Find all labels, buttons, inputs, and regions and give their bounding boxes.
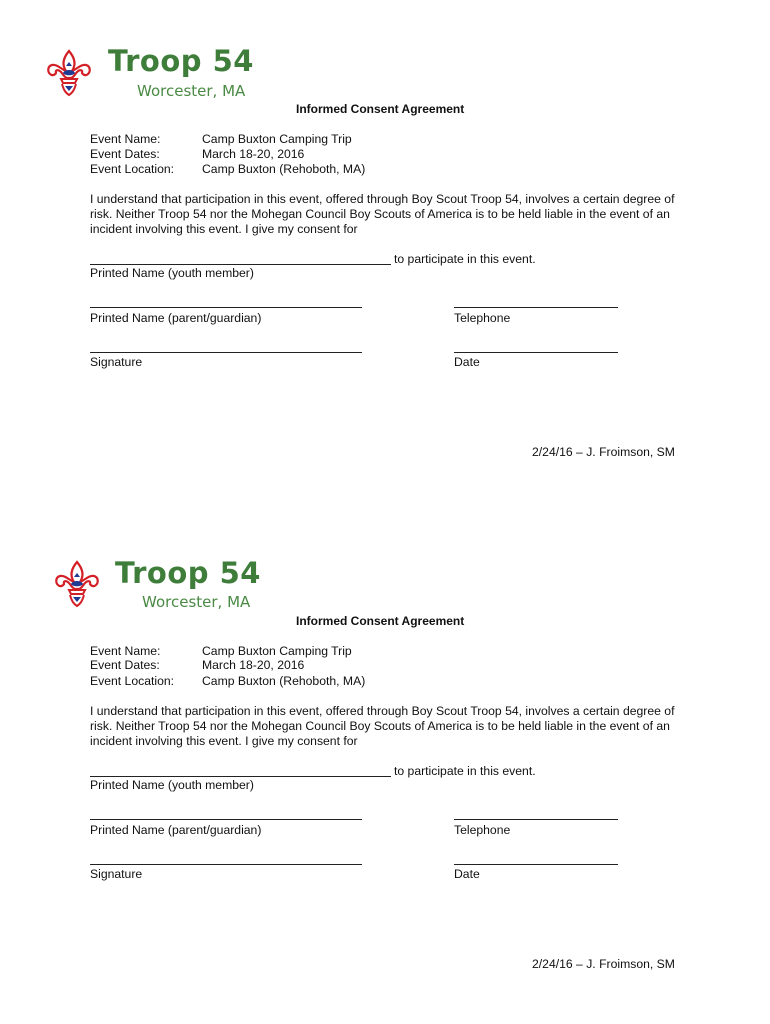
consent-paragraph: I understand that participation in this event, offered through Boy Scout Troop 54, involves a certain degree of risk. Neither Troop 54 nor the Mohegan Council Boy Scouts of America is to be held liable in the event of an incident involving this event. I give my consent for bbox=[90, 704, 675, 748]
footer-note: 2/24/16 – J. Froimson, SM bbox=[532, 957, 675, 971]
troop-logo-title: Troop 54 bbox=[115, 556, 261, 590]
event-name-label: Event Name: bbox=[90, 644, 161, 658]
signature-line[interactable] bbox=[90, 864, 362, 865]
consent-paragraph: I understand that participation in this event, offered through Boy Scout Troop 54, involves a certain degree of risk. Neither Troop 54 nor the Mohegan Council Boy Scouts of America is to be held liable in the event of an incident involving this event. I give my consent for bbox=[90, 192, 675, 236]
footer-note: 2/24/16 – J. Froimson, SM bbox=[532, 445, 675, 459]
youth-name-line[interactable] bbox=[90, 264, 391, 265]
event-name-value: Camp Buxton Camping Trip bbox=[202, 644, 352, 658]
troop-logo-subtitle: Worcester, MA bbox=[137, 82, 246, 100]
telephone-label: Telephone bbox=[454, 823, 511, 837]
event-location-value: Camp Buxton (Rehoboth, MA) bbox=[202, 674, 366, 688]
signature-label: Signature bbox=[90, 355, 143, 369]
event-dates-value: March 18-20, 2016 bbox=[202, 147, 305, 161]
event-location-label: Event Location: bbox=[90, 162, 175, 176]
youth-name-line[interactable] bbox=[90, 776, 391, 777]
parent-name-label: Printed Name (parent/guardian) bbox=[90, 311, 262, 325]
parent-name-label: Printed Name (parent/guardian) bbox=[90, 823, 262, 837]
troop-logo-title: Troop 54 bbox=[108, 44, 254, 78]
telephone-line[interactable] bbox=[454, 307, 618, 308]
form-heading: Informed Consent Agreement bbox=[296, 614, 465, 628]
event-dates-value: March 18-20, 2016 bbox=[202, 658, 305, 672]
form-heading: Informed Consent Agreement bbox=[296, 102, 465, 116]
parent-name-line[interactable] bbox=[90, 307, 362, 308]
date-label: Date bbox=[454, 867, 480, 881]
event-name-label: Event Name: bbox=[90, 132, 161, 146]
date-line[interactable] bbox=[454, 864, 618, 865]
date-label: Date bbox=[454, 355, 480, 369]
event-location-value: Camp Buxton (Rehoboth, MA) bbox=[202, 162, 366, 176]
consent-form-2 bbox=[0, 512, 770, 1024]
signature-line[interactable] bbox=[90, 352, 362, 353]
event-name-value: Camp Buxton Camping Trip bbox=[202, 132, 352, 146]
fleur-de-lis-icon bbox=[46, 49, 92, 102]
participate-text: to participate in this event. bbox=[394, 252, 536, 266]
youth-name-label: Printed Name (youth member) bbox=[90, 266, 254, 280]
parent-name-line[interactable] bbox=[90, 819, 362, 820]
telephone-line[interactable] bbox=[454, 819, 618, 820]
telephone-label: Telephone bbox=[454, 311, 511, 325]
event-location-label: Event Location: bbox=[90, 674, 175, 688]
date-line[interactable] bbox=[454, 352, 618, 353]
signature-label: Signature bbox=[90, 867, 143, 881]
troop-logo-subtitle: Worcester, MA bbox=[142, 593, 251, 611]
fleur-de-lis-icon bbox=[54, 560, 100, 613]
event-dates-label: Event Dates: bbox=[90, 658, 160, 672]
youth-name-label: Printed Name (youth member) bbox=[90, 778, 254, 792]
participate-text: to participate in this event. bbox=[394, 764, 536, 778]
event-dates-label: Event Dates: bbox=[90, 147, 160, 161]
